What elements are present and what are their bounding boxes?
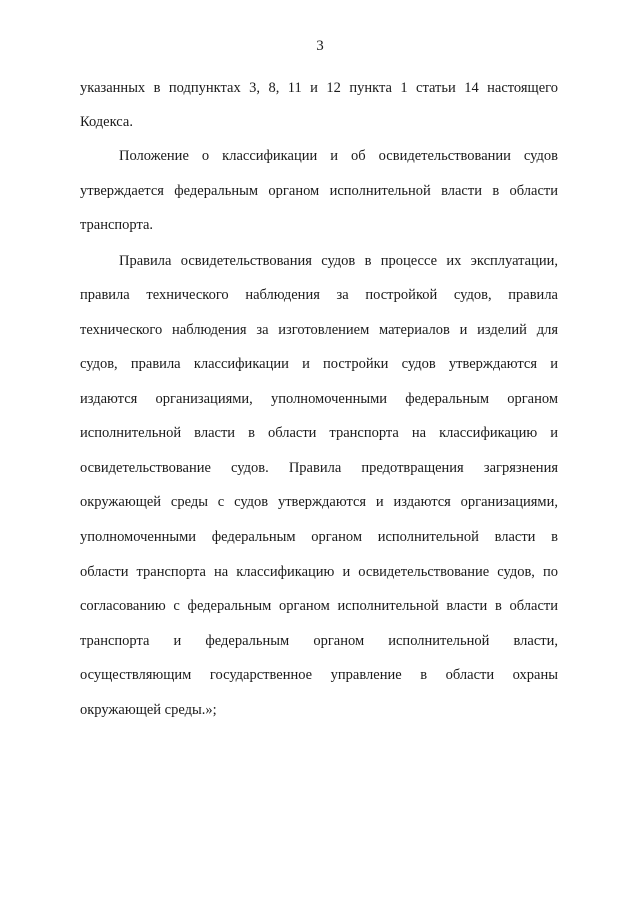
paragraph-3-line-9: уполномоченными федеральным органом исполнительной власти в <box>80 529 558 545</box>
paragraph-1-line-2: Кодекса. <box>80 114 133 130</box>
paragraph-3-line-7: освидетельствование судов. Правила предотвращения загрязнения <box>80 460 558 476</box>
paragraph-2-line-2: утверждается федеральным органом исполнительной власти в области <box>80 183 558 199</box>
paragraph-2-line-1: Положение о классификации и об освидетельствовании судов <box>119 148 558 164</box>
paragraph-3-line-11: согласованию с федеральным органом исполнительной власти в области <box>80 598 558 614</box>
paragraph-2-line-3: транспорта. <box>80 217 154 233</box>
paragraph-3-line-8: окружающей среды с судов утверждаются и издаются организациями, <box>80 494 558 510</box>
paragraph-3-line-6: исполнительной власти в области транспорта на классификацию и <box>80 425 558 441</box>
paragraph-3-line-14: окружающей среды.»; <box>80 702 217 718</box>
paragraph-3-line-13: осуществляющим государственное управление в области охраны <box>80 667 558 683</box>
paragraph-3-line-4: судов, правила классификации и постройки судов утверждаются и <box>80 356 558 372</box>
paragraph-3-line-3: технического наблюдения за изготовлением материалов и изделий для <box>80 322 558 338</box>
paragraph-1-line-1: указанных в подпунктах 3, 8, 11 и 12 пункта 1 статьи 14 настоящего <box>80 80 558 96</box>
paragraph-3-line-5: издаются организациями, уполномоченными федеральным органом <box>80 391 558 407</box>
paragraph-3-line-10: области транспорта на классификацию и освидетельствование судов, по <box>80 564 558 580</box>
page-number: 3 <box>316 38 324 54</box>
paragraph-3-line-1: Правила освидетельствования судов в процессе их эксплуатации, <box>119 253 558 269</box>
paragraph-3-line-12: транспорта и федеральным органом исполнительной власти, <box>80 633 558 649</box>
paragraph-3-line-2: правила технического наблюдения за постройкой судов, правила <box>80 287 558 303</box>
